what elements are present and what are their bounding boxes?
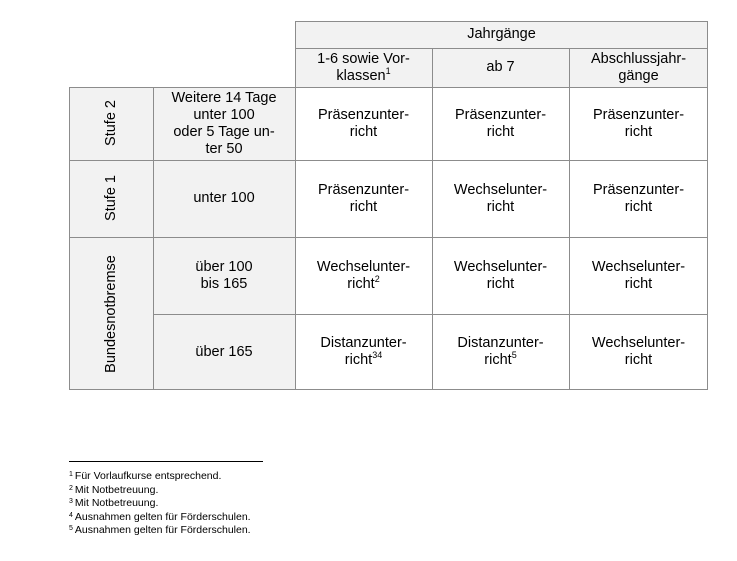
footnote-number: 4: [69, 511, 73, 519]
cell-line1: Wechselunter-: [591, 258, 686, 275]
condition-line: über 165: [195, 343, 253, 360]
condition-line: unter 100: [193, 106, 255, 123]
cell-line1: Distanzunter-: [457, 335, 544, 351]
footnote-number: 1: [69, 471, 73, 478]
footnote: [69, 470, 251, 484]
footnote: [69, 511, 251, 525]
table-cell: [295, 237, 432, 314]
table-cell: [295, 160, 432, 237]
footnote: [69, 484, 251, 498]
condition-line: bis 165: [200, 275, 248, 292]
condition-line: Weitere 14 Tage: [171, 89, 277, 106]
footnote-text: Ausnahmen gelten für Förderschulen.: [74, 524, 251, 536]
row-group-label-stufe-2: Stufe 2: [103, 100, 119, 146]
footnote-number: 2: [69, 484, 73, 492]
cell-line1: Wechselunter-: [316, 258, 411, 275]
grid-line: [569, 48, 570, 390]
row-group-label-stufe-1: Stufe 1: [103, 175, 119, 221]
table-cell: [569, 87, 708, 160]
group-header-label: Jahrgänge: [467, 26, 536, 42]
footnote-separator: [69, 461, 263, 462]
grid-line: [69, 160, 708, 161]
grid-line: [69, 237, 708, 238]
condition-cell: [153, 237, 295, 314]
cell-line1: Präsenzunter-: [317, 181, 410, 198]
grid-line: [295, 21, 296, 390]
table-cell: [569, 237, 708, 314]
col-header-1-line1: 1-6 sowie Vor-: [317, 50, 410, 67]
footnote: [69, 497, 251, 511]
table-cell: [569, 314, 708, 390]
condition-cell: [153, 314, 295, 390]
footnote-text: Für Vorlaufkurse entsprechend.: [74, 470, 222, 482]
footnote-ref: 5: [511, 350, 517, 361]
group-header-cell: [295, 21, 708, 48]
col-header-3-line1: Abschlussjahr-: [590, 50, 687, 67]
footnote: [69, 524, 251, 538]
table-cell: [569, 160, 708, 237]
grid-line: [153, 87, 154, 390]
table-cell: [432, 314, 569, 390]
cell-line1: Präsenzunter-: [454, 106, 547, 123]
condition-line: unter 100: [193, 190, 255, 206]
grid-line: [432, 48, 433, 390]
cell-line2: richt: [624, 352, 653, 368]
cell-line2: richt: [484, 352, 512, 368]
col-header-3-line2: gänge: [618, 67, 659, 84]
condition-line: oder 5 Tage un-: [173, 123, 275, 140]
cell-line1: Präsenzunter-: [592, 106, 685, 123]
footnote-ref: 34: [372, 350, 383, 361]
cell-line2: richt: [486, 198, 515, 215]
cell-line1: Präsenzunter-: [592, 181, 685, 198]
condition-cell: [153, 160, 295, 237]
cell-line2: richt: [624, 198, 653, 215]
condition-cell: [153, 87, 295, 160]
col-header-2-label: ab 7: [486, 59, 515, 75]
cell-line1: Wechselunter-: [591, 335, 686, 351]
cell-line1: Wechselunter-: [453, 181, 548, 198]
condition-line: über 100: [195, 258, 253, 275]
condition-line: ter 50: [205, 140, 243, 157]
table-cell: [432, 237, 569, 314]
cell-line1: Präsenzunter-: [317, 106, 410, 123]
row-group-label-bundesnotbremse: Bundesnotbremse: [103, 255, 119, 373]
footnote-number: 5: [69, 525, 73, 532]
grid-line: [69, 87, 708, 88]
grid-line: [707, 21, 708, 390]
footnote-text: Mit Notbetreuung.: [74, 483, 159, 496]
cell-line2: richt: [347, 275, 375, 292]
grid-line: [69, 87, 70, 390]
cell-line1: Wechselunter-: [453, 258, 548, 275]
cell-line2: richt: [344, 352, 373, 368]
cell-line2: richt: [349, 123, 378, 140]
cell-line2: richt: [349, 198, 378, 215]
cell-line1: Distanzunter-: [320, 335, 407, 351]
grid-line: [295, 21, 708, 22]
table-cell: [295, 314, 432, 390]
table-cell: [432, 160, 569, 237]
cell-line2: richt: [486, 275, 515, 292]
col-header-1-line2: klassen: [336, 67, 386, 84]
footnote-ref: 2: [374, 273, 380, 284]
footnote-text: Mit Notbetreuung.: [74, 497, 159, 509]
footnote-text: Ausnahmen gelten für Förderschulen.: [74, 510, 251, 523]
cell-line2: richt: [624, 123, 653, 140]
grid-line: [153, 314, 708, 315]
grid-line: [69, 389, 708, 390]
cell-line2: richt: [624, 275, 653, 292]
footnote-number: 3: [69, 498, 73, 505]
col-header-3: [569, 48, 708, 87]
col-header-1: [295, 48, 432, 87]
table-cell: [295, 87, 432, 160]
col-header-1-footnote-ref: 1: [385, 65, 391, 76]
footnotes: [69, 470, 251, 538]
cell-line2: richt: [486, 123, 515, 140]
col-header-2: [432, 48, 569, 87]
grid-line: [295, 48, 708, 49]
table-cell: [432, 87, 569, 160]
